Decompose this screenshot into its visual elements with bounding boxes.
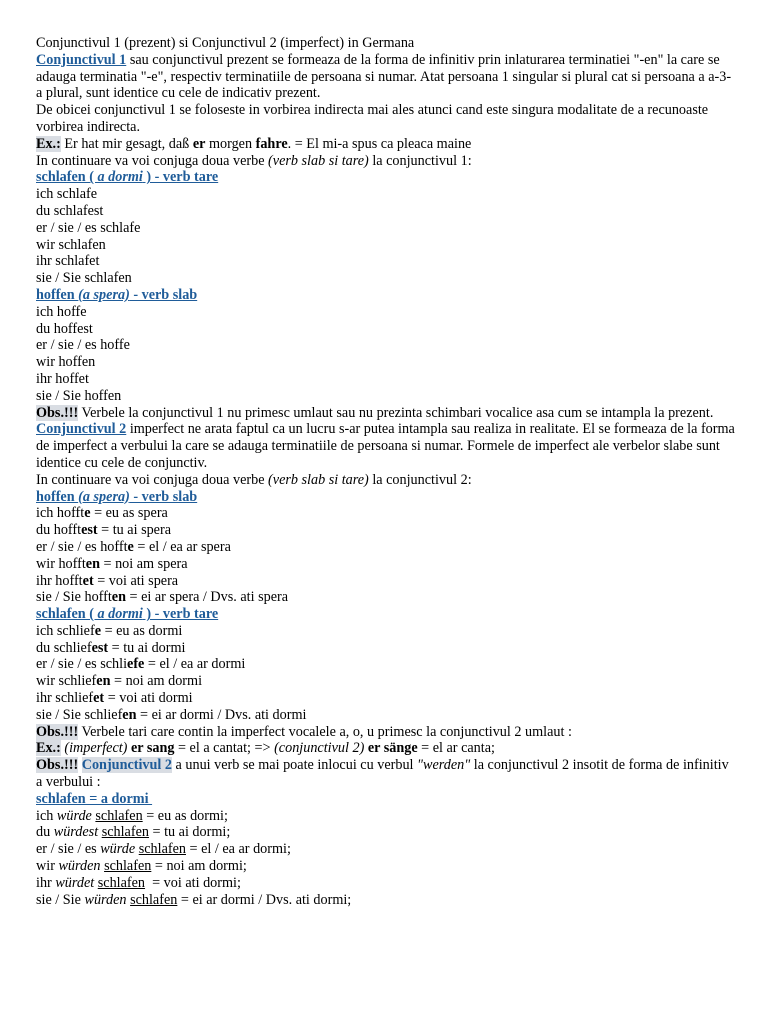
- text-run: en: [111, 589, 126, 606]
- link-text[interactable]: - verb slab: [129, 488, 198, 505]
- conjugation-line: [36, 841, 736, 858]
- text-run: wir schlief: [36, 673, 97, 690]
- text-run: "werden": [417, 757, 471, 774]
- text-run: (verb slab si tare): [268, 152, 369, 169]
- text-run: würde: [56, 807, 92, 824]
- example-line-1: [36, 136, 736, 153]
- intro-conjunctiv1: [36, 153, 736, 170]
- conjugation-schlafen-conjunctiv2: [36, 623, 736, 724]
- link-text[interactable]: schlafen (: [36, 169, 98, 186]
- text-run: en: [96, 673, 111, 690]
- heading-hoffen-conjunctiv1[interactable]: [36, 287, 736, 304]
- link-text[interactable]: schlafen (: [36, 606, 98, 623]
- text-run: est: [91, 639, 109, 656]
- text-run: schlafen: [104, 858, 152, 875]
- link-text[interactable]: hoffen: [36, 488, 79, 505]
- paragraph-conjunctiv1-definition: [36, 52, 736, 102]
- text-run: (verb slab si tare): [268, 471, 369, 488]
- text-run: = tu ai dormi;: [148, 824, 231, 841]
- text-run: = eu as spera: [90, 505, 168, 522]
- text-run: imperfect ne arata faptul ca un lucru s-ar putea intampla sau realiza in realitate. El se formeaza de la forma de imperfect a verbului la care se adauga terminatiile de persoana si numar. Formele de imperfect ale verbelor slabe sunt identice cu cele de conjunctiv.: [36, 421, 735, 471]
- text-run: er sang: [130, 740, 175, 757]
- text-run: ich hofft: [36, 505, 85, 522]
- text-run: morgen: [205, 135, 256, 152]
- document-title: Conjunctivul 1 (prezent) si Conjunctivul 2 (imperfect) in Germana: [36, 35, 415, 51]
- text-run: schlafen: [138, 841, 186, 858]
- intro-conjunctiv2: [36, 472, 736, 489]
- conjugation-line: [36, 640, 736, 657]
- conjugation-schlafen-conjunctiv1: [36, 186, 736, 287]
- text-run: ihr: [36, 874, 56, 891]
- text-run: et: [93, 690, 105, 707]
- text-run: = voi ati spera: [93, 572, 179, 589]
- link-text[interactable]: (a spera): [78, 488, 130, 505]
- document-body: [36, 35, 736, 908]
- text-run: = voi ati dormi;: [145, 874, 241, 891]
- text-run: en: [122, 706, 137, 723]
- conjugation-line: ihr hoffet: [36, 370, 89, 387]
- conjugation-line: [36, 673, 736, 690]
- text-run: = eu as dormi: [101, 622, 183, 639]
- text-run: (imperfect): [64, 740, 128, 757]
- conjugation-line: wir hoffen: [36, 354, 96, 371]
- text-run: = voi ati dormi: [104, 690, 193, 707]
- text-run: = eu as dormi;: [142, 807, 228, 824]
- text-run: schlafen: [97, 874, 146, 891]
- link-text[interactable]: hoffen: [36, 286, 79, 303]
- text-run: würdet: [55, 874, 95, 891]
- conjugation-line: [36, 808, 736, 825]
- link-text[interactable]: a dormi: [97, 169, 143, 186]
- conjugation-line: wir schlafen: [36, 236, 106, 253]
- text-run: er sänge: [367, 740, 418, 757]
- text-run: e: [84, 505, 91, 522]
- text-run: ich: [36, 807, 57, 824]
- text-run: = el / ea ar dormi: [144, 656, 246, 673]
- conjugation-line: [36, 858, 736, 875]
- highlight-label: Obs.!!!: [36, 757, 79, 774]
- text-run: = el ar canta;: [417, 740, 495, 757]
- conjugation-schlafen-werden: [36, 808, 736, 909]
- observation-1: [36, 405, 736, 422]
- text-run: würden: [84, 891, 127, 908]
- highlight-label: Obs.!!!: [36, 723, 79, 740]
- highlight-label: Conjunctivul 2: [81, 757, 172, 774]
- heading-schlafen-werden[interactable]: [36, 791, 736, 808]
- conjugation-line: [36, 875, 736, 892]
- text-run: a unui verb se mai poate inlocui cu verbul: [171, 757, 418, 774]
- conjugation-line: du hoffest: [36, 320, 93, 337]
- text-run: Verbele la conjunctivul 1 nu primesc umlaut sau nu prezinta schimbari vocalice asa cum se intampla la prezent.: [78, 404, 714, 421]
- link-text[interactable]: ) - verb tare: [142, 169, 219, 186]
- text-run: du hofft: [36, 522, 82, 539]
- text-run: = ei ar dormi / Dvs. ati dormi: [136, 706, 307, 723]
- conjugation-line: [36, 707, 736, 724]
- conjugation-line: sie / Sie schlafen: [36, 270, 132, 287]
- link-text[interactable]: ) - verb tare: [142, 606, 219, 623]
- text-run: De obicei conjunctivul 1 se foloseste in vorbirea indirecta mai ales atunci cand este singura modalitate de a recunoaste vorbirea indirecta.: [36, 102, 709, 135]
- link-text[interactable]: Conjunctivul 2: [36, 421, 127, 438]
- text-run: = el a cantat; =>: [174, 740, 275, 757]
- heading-schlafen-conjunctiv2[interactable]: [36, 606, 736, 623]
- text-run: er / sie / es: [36, 841, 101, 858]
- conjugation-line: [36, 656, 736, 673]
- highlight-label: Ex.:: [36, 135, 61, 152]
- conjugation-line: [36, 589, 736, 606]
- text-run: = ei ar dormi / Dvs. ati dormi;: [177, 891, 352, 908]
- text-run: en: [85, 555, 100, 572]
- link-text[interactable]: a dormi: [97, 606, 143, 623]
- text-run: efe: [127, 656, 145, 673]
- text-run: Verbele tari care contin la imperfect vocalele a, o, u primesc la conjunctivul 2 umlaut :: [78, 723, 572, 740]
- text-run: = noi am spera: [99, 555, 188, 572]
- conjugation-line: [36, 573, 736, 590]
- text-run: er / sie / es schli: [36, 656, 128, 673]
- heading-schlafen-conjunctiv1[interactable]: [36, 169, 736, 186]
- conjugation-line: [36, 623, 736, 640]
- text-run: er / sie / es hofft: [36, 538, 128, 555]
- text-run: (conjunctivul 2): [274, 740, 365, 757]
- text-run: la conjunctivul 2:: [368, 471, 472, 488]
- text-run: würden: [58, 858, 101, 875]
- text-run: wir hofft: [36, 555, 86, 572]
- conjugation-line: [36, 505, 736, 522]
- text-run: ihr schlief: [36, 690, 94, 707]
- text-run: . = El mi-a spus ca pleaca maine: [287, 135, 472, 152]
- conjugation-hoffen-conjunctiv1: [36, 304, 736, 405]
- text-run: schlafen: [130, 891, 178, 908]
- text-run: = tu ai dormi: [108, 639, 186, 656]
- highlight-label: Obs.!!!: [36, 404, 79, 421]
- conjugation-hoffen-conjunctiv2: [36, 505, 736, 606]
- text-run: Er hat mir gesagt, daß: [60, 135, 193, 152]
- text-run: er: [192, 135, 206, 152]
- text-run: sie / Sie hofft: [36, 589, 112, 606]
- text-run: ihr hofft: [36, 572, 83, 589]
- link-text[interactable]: (a spera): [78, 286, 130, 303]
- text-run: = ei ar spera / Dvs. ati spera: [125, 589, 289, 606]
- conjugation-line: ihr schlafet: [36, 253, 100, 270]
- link-text[interactable]: schlafen = a dormi: [36, 790, 153, 807]
- conjugation-line: sie / Sie hoffen: [36, 387, 122, 404]
- text-run: ich schlief: [36, 622, 95, 639]
- text-run: la conjunctivul 1:: [368, 152, 472, 169]
- observation-3: [36, 757, 736, 791]
- conjugation-line: [36, 522, 736, 539]
- text-run: la conjunctivul 2 insotit de forma de infinitiv a verbului :: [36, 757, 729, 791]
- conjugation-line: [36, 892, 736, 909]
- text-run: In continuare va voi conjuga doua verbe: [36, 152, 269, 169]
- text-run: sie / Sie schlief: [36, 706, 123, 723]
- text-run: In continuare va voi conjuga doua verbe: [36, 471, 269, 488]
- conjugation-line: [36, 556, 736, 573]
- text-run: = tu ai spera: [97, 522, 172, 539]
- text-run: du schlief: [36, 639, 92, 656]
- text-run: würdest: [53, 824, 99, 841]
- conjugation-line: er / sie / es schlafe: [36, 219, 141, 236]
- text-run: et: [82, 572, 94, 589]
- conjugation-line: [36, 690, 736, 707]
- text-run: schlafen: [101, 824, 149, 841]
- text-run: sau conjunctivul prezent se formeaza de la forma de infinitiv prin inlaturarea terminatiei "-en" la care se adauga terminatia "-e", respectiv terminatiile de persoana si numar. Atat persoana 1 singular si plural cat si persoana a a-3-a plural, sunt identice cu cele de indicativ prezent.: [36, 51, 732, 102]
- text-run: schlafen: [95, 807, 143, 824]
- conjugation-line: [36, 824, 736, 841]
- text-run: wir: [36, 858, 59, 875]
- text-run: est: [81, 522, 98, 539]
- text-run: du: [36, 824, 54, 841]
- conjugation-line: [36, 539, 736, 556]
- conjugation-line: du schlafest: [36, 202, 104, 219]
- text-run: fahre: [255, 135, 288, 152]
- text-run: = noi am dormi: [110, 673, 203, 690]
- example-line-2: [36, 740, 736, 757]
- conjugation-line: er / sie / es hoffe: [36, 337, 130, 354]
- text-run: = noi am dormi;: [151, 858, 247, 875]
- observation-2: [36, 724, 736, 741]
- heading-hoffen-conjunctiv2[interactable]: [36, 489, 736, 506]
- link-text[interactable]: - verb slab: [129, 286, 198, 303]
- conjugation-line: ich schlafe: [36, 186, 98, 203]
- paragraph-conjunctiv1-usage: [36, 102, 736, 136]
- text-run: = el / ea ar dormi;: [186, 841, 291, 858]
- text-run: = el / ea ar spera: [133, 538, 231, 555]
- text-run: sie / Sie: [36, 891, 85, 908]
- conjugation-line: ich hoffe: [36, 303, 87, 320]
- text-run: e: [94, 622, 102, 639]
- paragraph-conjunctiv2-definition: [36, 421, 736, 471]
- link-text[interactable]: Conjunctivul 1: [36, 51, 127, 68]
- highlight-label: Ex.:: [36, 740, 61, 757]
- text-run: e: [127, 538, 134, 555]
- text-run: würde: [100, 841, 136, 858]
